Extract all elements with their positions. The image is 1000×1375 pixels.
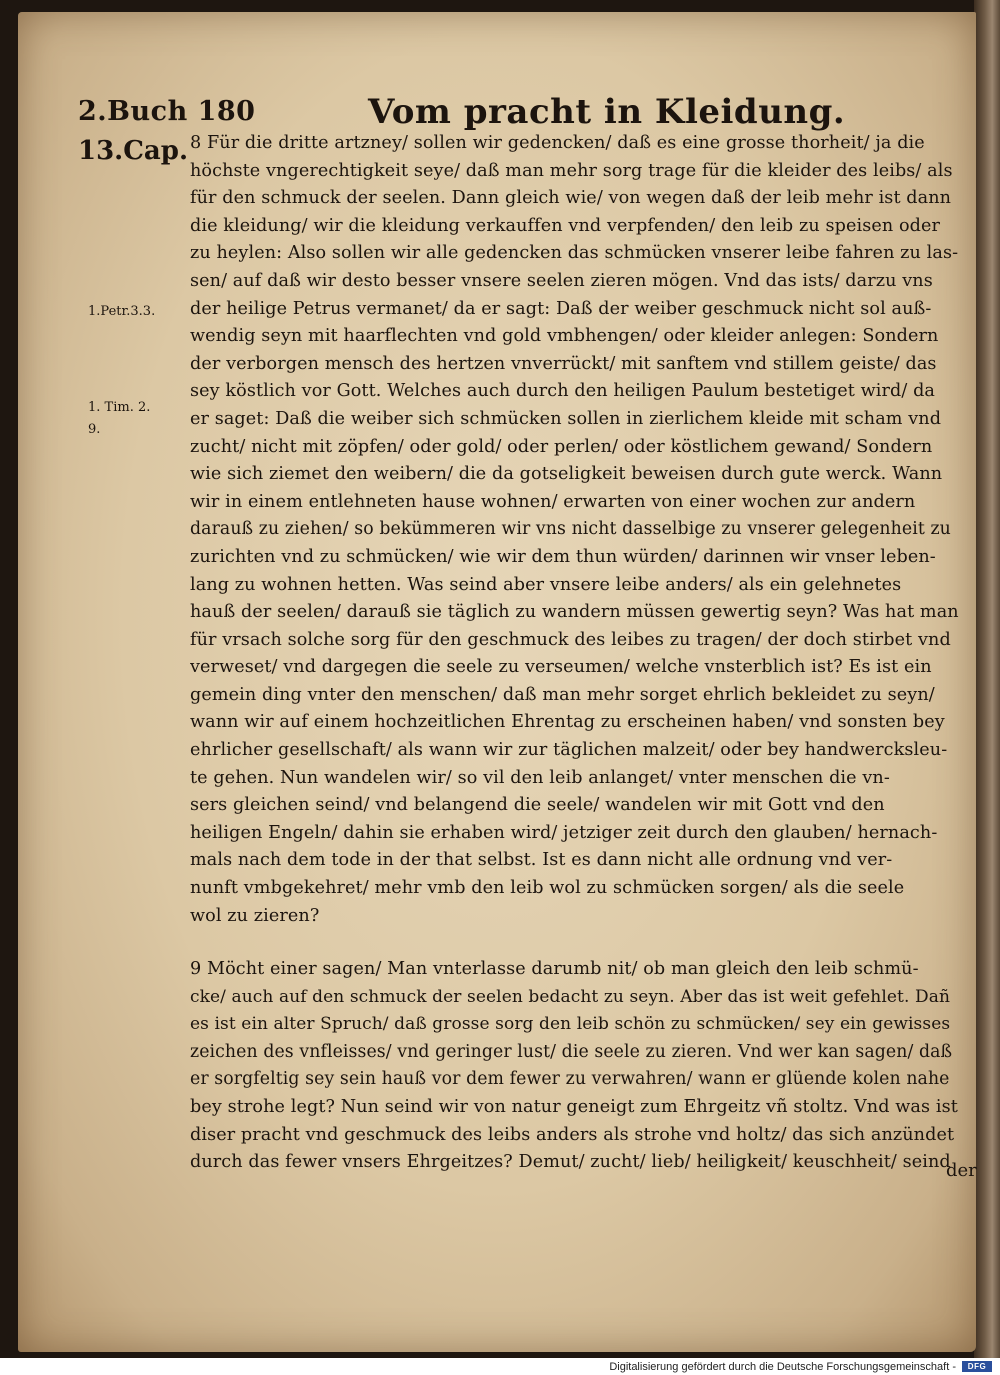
text-line: mals nach dem tode in der that selbst. Ist es dann nicht alle ordnung vnd ver-: [190, 850, 893, 871]
dfg-logo-icon: DFG: [962, 1361, 992, 1372]
chapter-number: 13.Cap.: [78, 136, 189, 166]
text-line: nunft vmbgekehret/ mehr vmb den leib wol zu schmücken sorgen/ als die seele: [190, 878, 905, 899]
text-line: er saget: Daß die weiber sich schmücken sollen in zierlichem kleide mit scham vnd: [190, 408, 942, 429]
text-line: diser pracht vnd geschmuck des leibs anders als strohe vnd holtz/ das sich anzündet: [190, 1124, 955, 1145]
text-line: sers gleichen seind/ vnd belangend die seele/ wandelen wir mit Gott vnd den: [190, 795, 885, 816]
text-line: gemein ding vnter den menschen/ daß man mehr sorget ehrlich bekleidet zu seyn/: [190, 684, 935, 705]
paragraph-8: [190, 130, 960, 930]
text-line: der heilige Petrus vermanet/ da er sagt: Daß der weiber geschmuck nicht sol auß-: [190, 298, 932, 319]
text-line: zu heylen: Also sollen wir alle gedencken das schmücken vnserer leibe fahren zu las-: [190, 243, 959, 264]
funding-credit: Digitalisierung gefördert durch die Deutsche Forschungsgemeinschaft -: [609, 1361, 956, 1373]
text-line: heiligen Engeln/ dahin sie erhaben wird/ jetziger zeit durch den glauben/ hernach-: [190, 822, 938, 843]
book-page-number: 2.Buch 180: [78, 96, 256, 127]
text-line: der verborgen mensch des hertzen vnverrückt/ mit sanftem vnd stillem geiste/ das: [190, 353, 937, 374]
text-line: bey strohe legt? Nun seind wir von natur geneigt zum Ehrgeitz vñ stoltz. Vnd was ist: [190, 1096, 958, 1117]
text-line: darauß zu ziehen/ so bekümmeren wir vns nicht dasselbige zu vnserer gelegenheit zu: [190, 519, 951, 540]
footer-bar: [0, 1358, 1000, 1375]
text-line: 9 Möcht einer sagen/ Man vnterlasse darumb nit/ ob man gleich den leib schmü-: [190, 959, 919, 979]
text-line: für vrsach solche sorg für den geschmuck des leibes zu tragen/ der doch stirbet vnd: [190, 629, 951, 650]
text-line: für den schmuck der seelen. Dann gleich wie/ von wegen daß der leib mehr ist dann: [190, 188, 952, 209]
text-line: höchste vngerechtigkeit seye/ daß man mehr sorg trage für die kleider des leibs/ als: [190, 160, 953, 181]
text-line: durch das fewer vnsers Ehrgeitzes? Demut/ zucht/ lieb/ heiligkeit/ keuschheit/ seind: [190, 1152, 951, 1173]
text-line: 8 Für die dritte artzney/ sollen wir gedencken/ daß es eine grosse thorheit/ ja die: [190, 133, 925, 153]
margin-note-petr: 1.Petr.3.3.: [88, 304, 156, 319]
text-line: zurichten vnd zu schmücken/ wie wir dem thun würden/ darinnen wir vnser leben-: [190, 546, 936, 567]
text-line: te gehen. Nun wandelen wir/ so vil den leib anlanget/ vnter menschen die vn-: [190, 767, 890, 788]
page-title: Vom pracht in Kleidung.: [368, 92, 846, 132]
text-line: sey köstlich vor Gott. Welches auch durch den heiligen Paulum bestetiget wird/ da: [190, 381, 936, 402]
text-line: lang zu wohnen hetten. Was seind aber vnsere leibe anders/ als ein gelehnetes: [190, 574, 902, 595]
paragraph-9: [190, 956, 960, 1177]
text-line: ehrlicher gesellschaft/ als wann wir zur täglichen malzeit/ oder bey handwercksleu-: [190, 740, 948, 761]
text-line: wol zu zieren?: [190, 905, 320, 926]
text-line: wendig seyn mit haarflechten vnd gold vmbhengen/ oder kleider anlegen: Sondern: [190, 326, 939, 347]
text-line: zeichen des vnfleisses/ vnd geringer lust/ die seele zu zieren. Vnd wer kan sagen/ daß: [190, 1041, 953, 1062]
text-line: wann wir auf einem hochzeitlichen Ehrentag zu erscheinen haben/ vnd sonsten bey: [190, 712, 945, 733]
text-line: hauß der seelen/ darauß sie täglich zu wandern müssen gewertig seyn? Was hat man: [190, 602, 959, 623]
text-line: sen/ auf daß wir desto besser vnsere seelen zieren mögen. Vnd das ists/ darzu vns: [190, 270, 933, 291]
text-line: es ist ein alter Spruch/ daß grosse sorg den leib schön zu schmücken/ sey ein gewisses: [190, 1014, 951, 1035]
text-line: zucht/ nicht mit zöpfen/ oder gold/ oder perlen/ oder köstlichem gewand/ Sondern: [190, 436, 933, 457]
margin-note-tim: 1. Tim. 2.: [88, 400, 151, 415]
margin-note-tim-verse: 9.: [88, 422, 101, 437]
book-edge: [974, 0, 1000, 1358]
text-line: er sorgfeltig sey sein hauß vor dem fewer zu verwahren/ wann er glüende kolen nahe: [190, 1069, 950, 1090]
text-line: wir in einem entlehneten hause wohnen/ erwarten von einer wochen zur andern: [190, 491, 916, 512]
text-line: wie sich ziemet den weibern/ die da gotseligkeit beweisen durch gute werck. Wann: [190, 464, 943, 485]
text-line: die kleidung/ wir die kleidung verkauffen vnd verpfenden/ den leib zu speisen oder: [190, 215, 941, 236]
text-line: verweset/ vnd dargegen die seele zu verseumen/ welche vnsterblich ist? Es ist ein: [190, 657, 932, 678]
catchword: der: [946, 1160, 977, 1181]
book-page: [18, 12, 976, 1352]
text-line: cke/ auch auf den schmuck der seelen bedacht zu seyn. Aber das ist weit gefehlet. Dañ: [190, 986, 950, 1007]
